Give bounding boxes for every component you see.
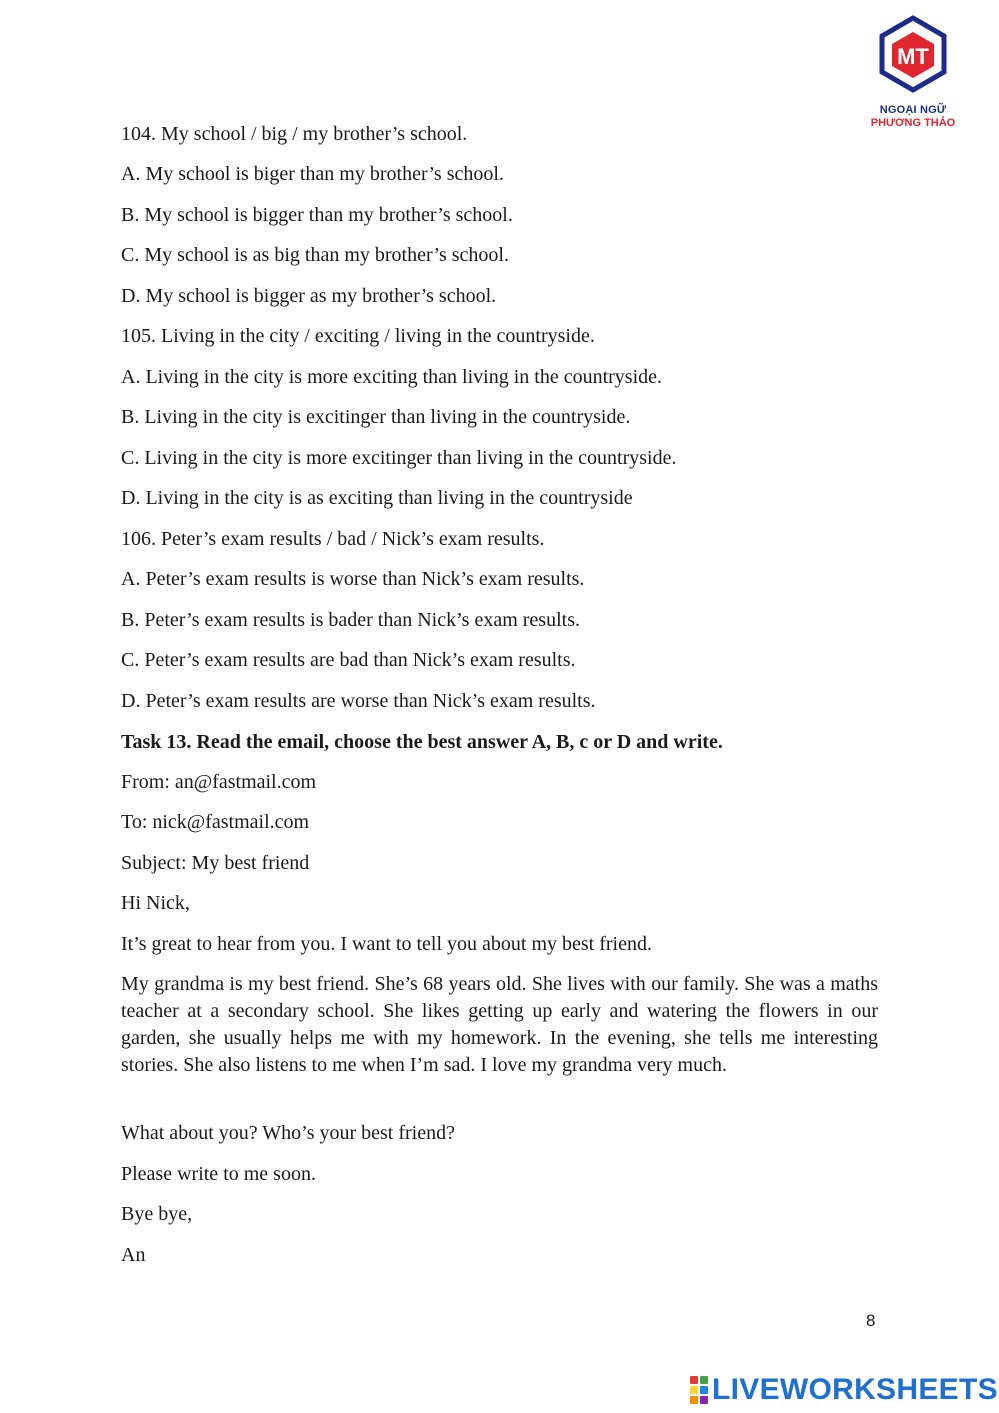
liveworksheets-wordmark: LIVEWORKSHEETS [712, 1373, 998, 1406]
email-greeting: Hi Nick, [121, 892, 190, 914]
option-104-c: C. My school is as big than my brother’s school. [121, 244, 509, 266]
question-105: 105. Living in the city / exciting / living in the countryside. [121, 325, 595, 347]
option-104-b: B. My school is bigger than my brother’s school. [121, 204, 513, 226]
logo-line-1: NGOẠI NGỮ [879, 104, 947, 116]
email-intro: It’s great to hear from you. I want to tell you about my best friend. [121, 933, 652, 955]
option-106-d: D. Peter’s exam results are worse than Nick’s exam results. [121, 690, 596, 712]
email-subject: Subject: My best friend [121, 852, 310, 874]
liveworksheets-blocks-icon [690, 1376, 708, 1404]
svg-text:MT: MT [897, 44, 929, 69]
liveworksheets-logo [690, 1372, 998, 1408]
email-body: My grandma is my best friend. She’s 68 years old. She lives with our family. She was a maths teacher at a secondary school. She likes getting up early and watering the flowers in our garden, she usually helps me with my homework. In the evening, she tells me interesting stories. She also listens to me when I’m sad. I love my grandma very much. [121, 973, 878, 1076]
page-number: 8 [866, 1311, 876, 1330]
option-105-c: C. Living in the city is more excitinger than living in the countryside. [121, 447, 677, 469]
email-question: What about you? Who’s your best friend? [121, 1122, 455, 1144]
logo-line-2: PHƯƠNG THẢO [870, 117, 956, 129]
email-from: From: an@fastmail.com [121, 771, 317, 793]
option-104-d: D. My school is bigger as my brother’s school. [121, 285, 497, 307]
option-106-c: C. Peter’s exam results are bad than Nick’s exam results. [121, 649, 576, 671]
option-106-a: A. Peter’s exam results is worse than Nick’s exam results. [121, 568, 585, 590]
brand-logo [858, 14, 968, 129]
question-106: 106. Peter’s exam results / bad / Nick’s exam results. [121, 528, 545, 550]
option-105-b: B. Living in the city is excitinger than living in the countryside. [121, 406, 631, 428]
option-106-b: B. Peter’s exam results is bader than Nick’s exam results. [121, 609, 580, 631]
email-to: To: nick@fastmail.com [121, 811, 310, 833]
email-signature: An [121, 1244, 146, 1266]
question-104: 104. My school / big / my brother’s school. [121, 123, 468, 145]
option-104-a: A. My school is biger than my brother’s school. [121, 163, 504, 185]
task-13-heading: Task 13. Read the email, choose the best answer A, B, c or D and write. [121, 731, 723, 753]
email-closing: Please write to me soon. [121, 1163, 316, 1185]
option-105-d: D. Living in the city is as exciting than living in the countryside [121, 487, 633, 509]
mt-logo-icon [878, 14, 948, 104]
option-105-a: A. Living in the city is more exciting than living in the countryside. [121, 366, 663, 388]
email-signoff: Bye bye, [121, 1203, 193, 1225]
